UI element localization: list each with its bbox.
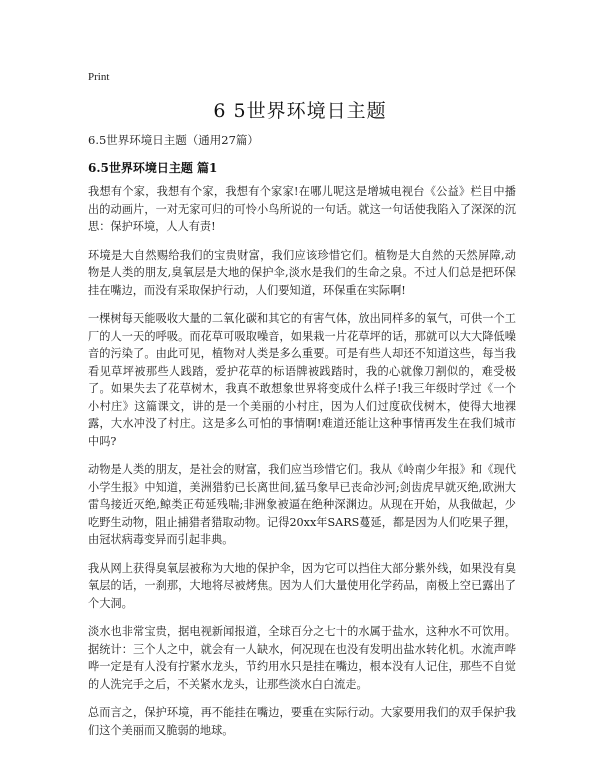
paragraph-1: 我想有个家，我想有个家，我想有个家家!在哪儿呢这是增城电视台《公益》栏目中播出的动画片，一对无家可归的可怜小鸟所说的一句话。就这一句话使我陷入了深深的沉思：保护环境，人人有责! xyxy=(88,185,516,233)
paragraph-2: 环境是大自然赐给我们的宝贵财富，我们应该珍惜它们。植物是大自然的天然屏障,动物是人类的朋友,臭氧层是大地的保护伞,淡水是我们的生命之泉。不过人们总是把环保挂在嘴边，而没有采取保护行动，人们要知道，环保重在实际啊! xyxy=(88,248,516,297)
document-title: 6 5世界环境日主题 xyxy=(213,100,387,122)
document-body xyxy=(88,183,516,750)
paragraph-7: 总而言之，保护环境，再不能挂在嘴边，要重在实际行动。大家要用我们的双手保护我们这个美丽而又脆弱的地球。 xyxy=(88,706,516,737)
paragraph-3: 一棵树每天能吸收大量的二氧化碳和其它的有害气体，放出同样多的氧气，可供一个工厂的人一天的呼吸。而花草可吸取噪音，如果栽一片花草坪的话，那就可以大大降低噪音的污染了。由此可见，植物对人类是多么重要。可是有些人却还不知道这些，每当我看见草坪被那些人践踏，爱护花草的标语牌被践踏时，我的心就像刀割似的，难受极了。如果失去了花草树木，我真不敢想象世界将变成什么样子!我三年级时学过《一个小村庄》这篇课文，讲的是一个美丽的小村庄，因为人们过度砍伐树木，使得大地裸露，大水冲没了村庄。这是多么可怕的事情啊!难道还能让这种事情再发生在我们城市中吗? xyxy=(88,312,516,448)
paragraph-6: 淡水也非常宝贵，据电视新闻报道，全球百分之七十的水属于盐水，这种水不可饮用。据统计：三个人之中，就会有一人缺水，何况现在也没有发明出盐水转化机。水流声哗哗一定是有人没有拧紧水龙头，节约用水只是挂在嘴边，根本没有人记住，那些不自觉的人洗完手之后，不关紧水龙头，让那些淡水白白流走。 xyxy=(88,625,516,691)
paragraph-5: 我从网上获得臭氧层被称为大地的保护伞，因为它可以挡住大部分紫外线，如果没有臭氧层的话，一刹那，大地将尽被烤焦。因为人们大量使用化学药品，南极上空已露出了个大洞。 xyxy=(88,561,516,610)
paragraph-4: 动物是人类的朋友，是社会的财富，我们应当珍惜它们。我从《岭南少年报》和《现代小学生报》中知道，美洲猎豹已长离世间,猛马象早已丧命沙河;剑齿虎早就灭绝,欧洲大雷鸟接近灭绝,鲸类正苟延残喘;非洲象被逼在绝种深渊边。从现在开始，从我做起，少吃野生动物，阻止捕猎者猎取动物。记得20xx年SARS蔓延，都是因为人们吃果子狸，由冠状病毒变异而引起非典。 xyxy=(88,463,516,546)
print-label: Print xyxy=(88,71,110,83)
document-subtitle: 6.5世界环境日主题（通用27篇） xyxy=(88,133,259,147)
section-heading: 6.5世界环境日主题 篇1 xyxy=(88,161,218,175)
